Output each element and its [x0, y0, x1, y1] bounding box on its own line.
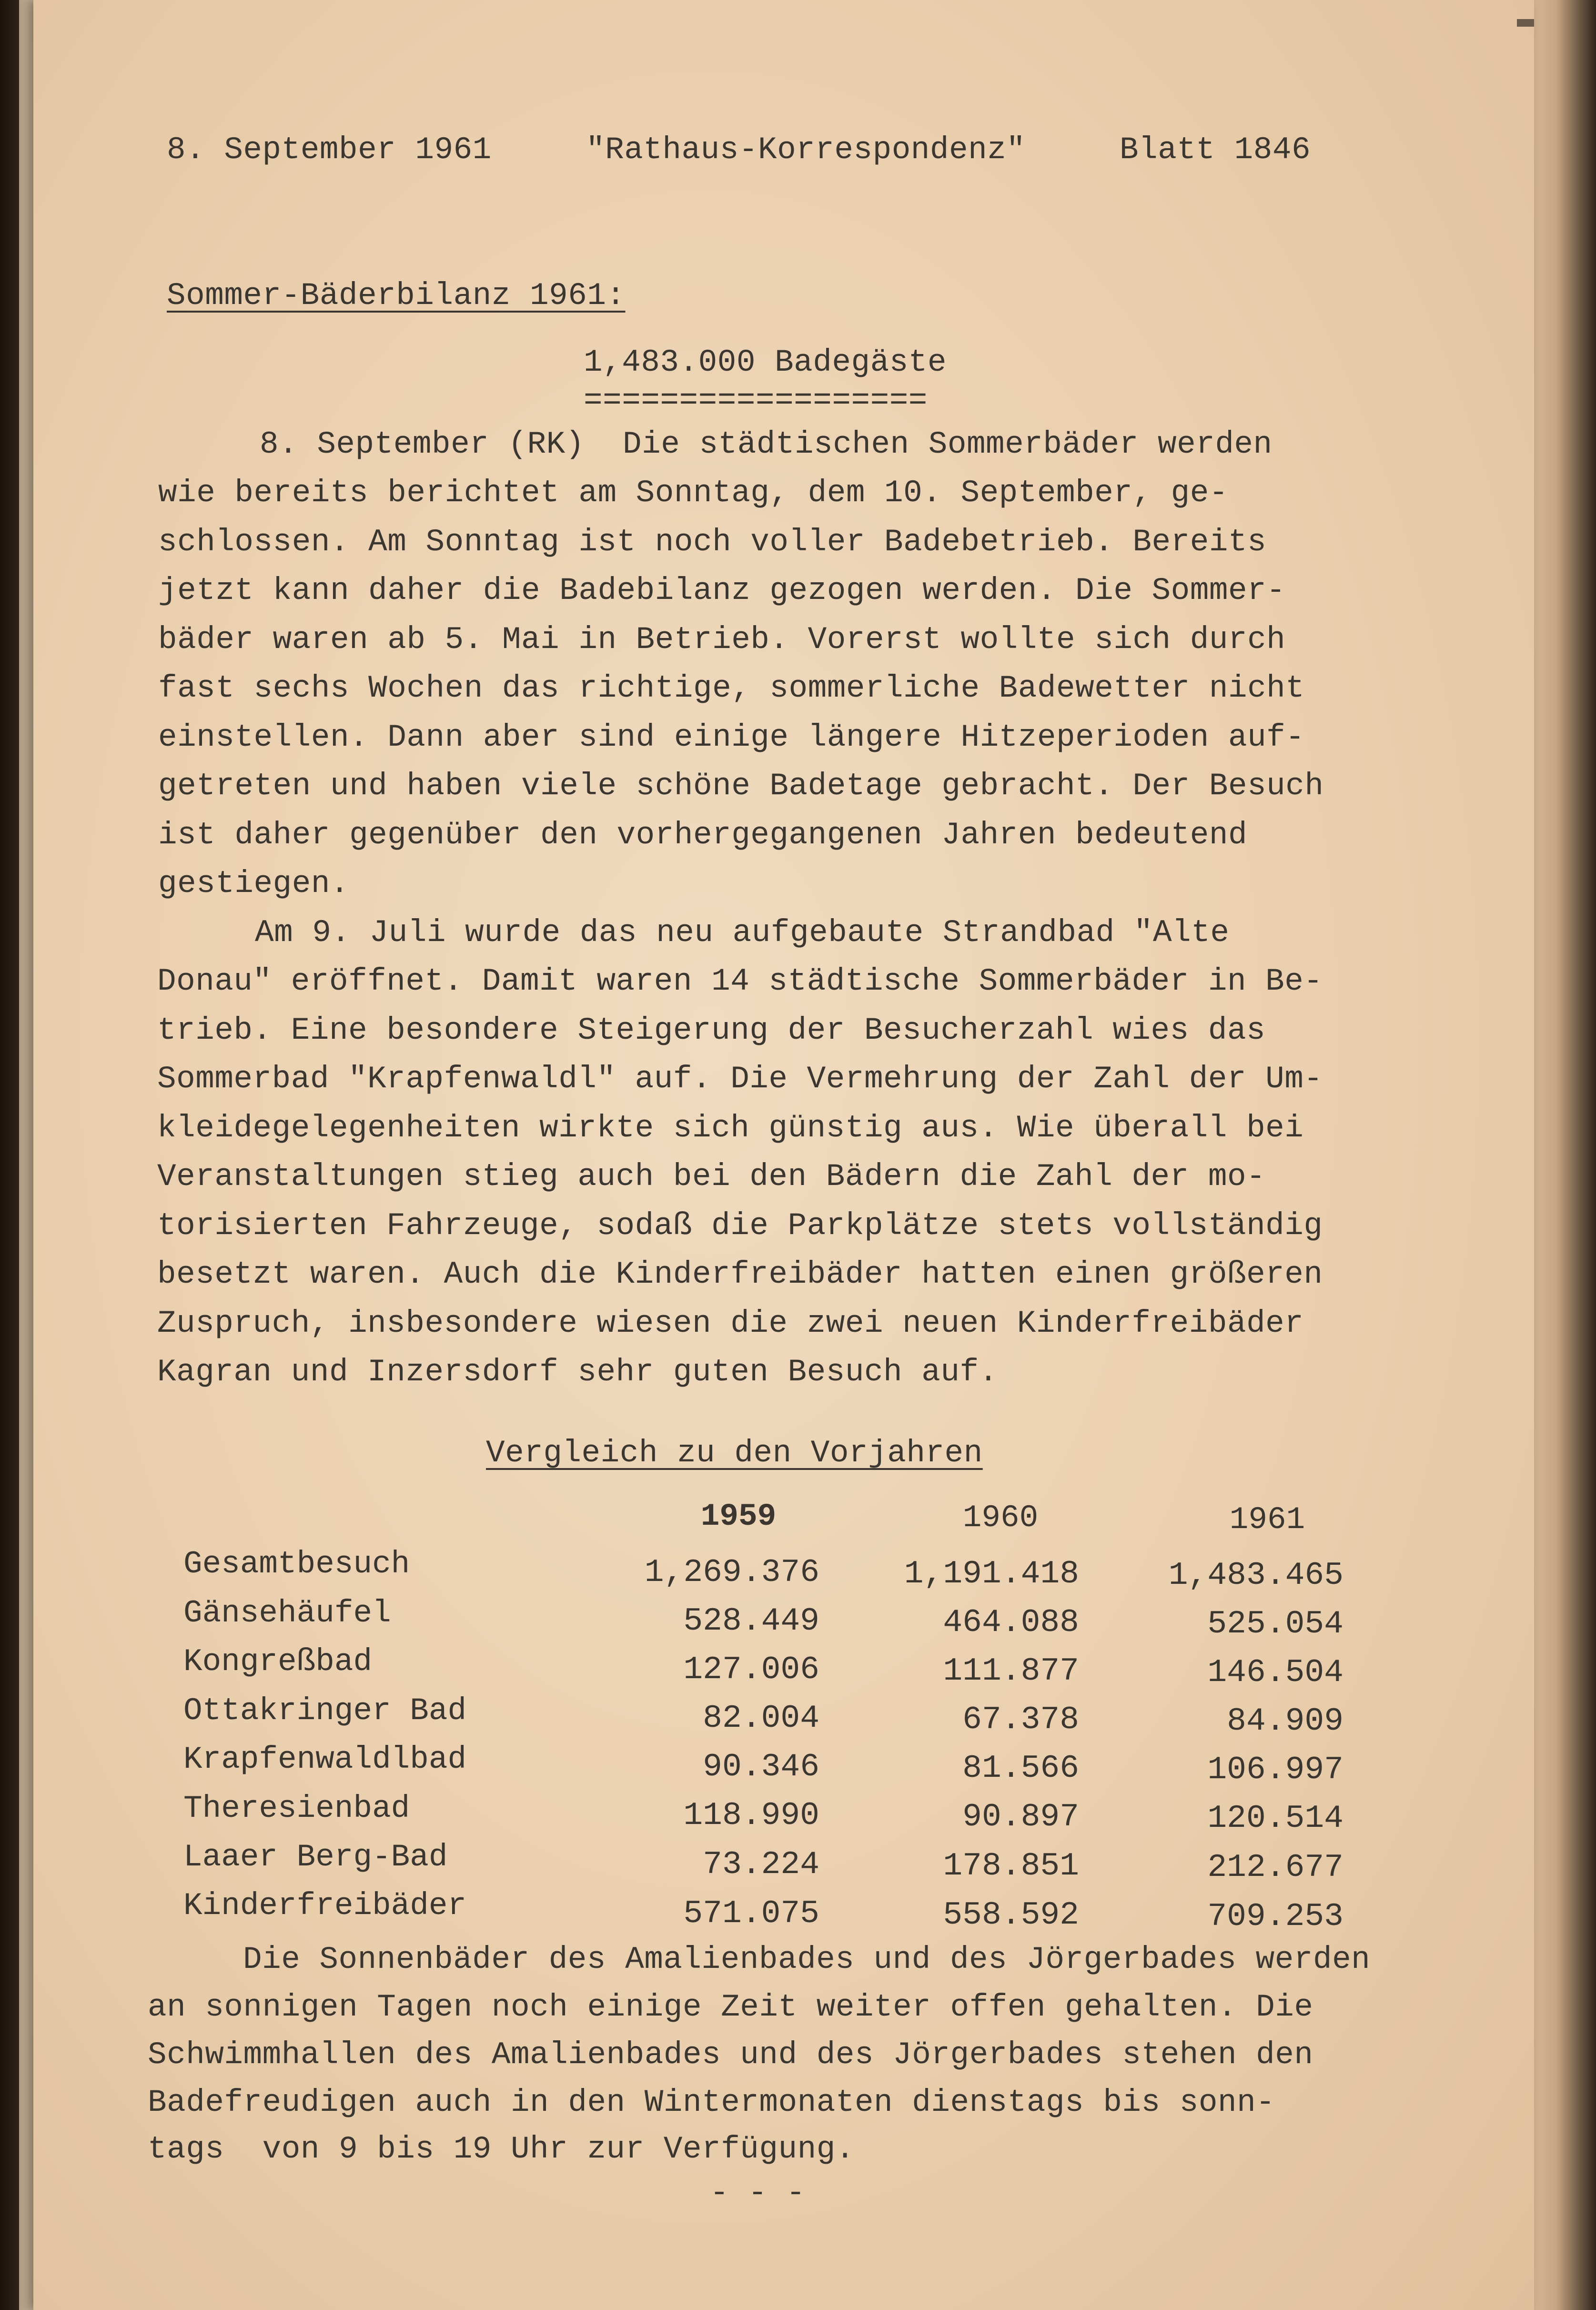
- paragraph-line: torisierten Fahrzeuge, sodaß die Parkplätze stets vollständig: [157, 1208, 1323, 1244]
- document-page: [33, 0, 1534, 2310]
- edge-marker: [1517, 19, 1534, 27]
- cell-1960: 464.088: [943, 1604, 1079, 1641]
- paragraph-line: getreten und haben viele schöne Badetage gebracht. Der Besuch: [158, 768, 1324, 804]
- cell-1959: 90.346: [703, 1749, 819, 1785]
- paragraph-line: Kagran und Inzersdorf sehr guten Besuch auf.: [157, 1354, 998, 1390]
- row-label: Kongreßbad: [183, 1644, 373, 1680]
- cell-1960: 67.378: [962, 1702, 1079, 1738]
- paragraph-line: Veranstaltungen stieg auch bei den Bädern die Zahl der mo-: [157, 1159, 1266, 1195]
- cell-1960: 558.592: [943, 1897, 1079, 1934]
- paragraph-line: ist daher gegenüber den vorhergegangenen Jahren bedeutend: [158, 817, 1248, 853]
- paragraph-line: wie bereits berichtet am Sonntag, dem 10. September, ge-: [158, 475, 1228, 511]
- cell-1961: 709.253: [1207, 1898, 1343, 1935]
- cell-1961: 525.054: [1207, 1606, 1343, 1642]
- header-date: 8. September 1961: [167, 132, 492, 168]
- cell-1959: 528.449: [683, 1603, 819, 1640]
- cell-1961: 84.909: [1227, 1703, 1343, 1740]
- paragraph-line: gestiegen.: [158, 866, 350, 902]
- cell-1959: 73.224: [703, 1846, 819, 1883]
- paragraph-line: kleidegelegenheiten wirkte sich günstig aus. Wie überall bei: [157, 1110, 1304, 1146]
- cell-1961: 106.997: [1207, 1752, 1343, 1788]
- cell-1960: 81.566: [962, 1750, 1079, 1787]
- year-header-1960: 1960: [962, 1500, 1039, 1536]
- row-label: Kinderfreibäder: [183, 1888, 467, 1924]
- article-title: Sommer-Bäderbilanz 1961:: [167, 278, 626, 314]
- cell-1960: 1,191.418: [904, 1556, 1079, 1592]
- header-publication: "Rathaus-Korrespondenz": [586, 132, 1026, 168]
- cell-1959: 82.004: [703, 1700, 819, 1737]
- paragraph-line: schlossen. Am Sonntag ist noch voller Badebetrieb. Bereits: [158, 524, 1267, 560]
- cell-1959: 1,269.376: [644, 1554, 819, 1591]
- paragraph-line: fast sechs Wochen das richtige, sommerliche Badewetter nicht: [158, 670, 1305, 706]
- paragraph-line: bäder waren ab 5. Mai in Betrieb. Vorerst wollte sich durch: [158, 622, 1286, 658]
- year-header-1961: 1961: [1229, 1502, 1305, 1538]
- page-stack-edge: [1529, 0, 1596, 2310]
- cell-1960: 178.851: [943, 1848, 1079, 1884]
- cell-1959: 118.990: [683, 1797, 819, 1834]
- paragraph-line: jetzt kann daher die Badebilanz gezogen werden. Die Sommer-: [158, 573, 1286, 608]
- cell-1959: 571.075: [683, 1895, 819, 1932]
- paragraph-line: Die Sonnenbäder des Amalienbades und des Jörgerbades werden: [243, 1942, 1371, 1977]
- paragraph-line: an sonnigen Tagen noch einige Zeit weiter offen gehalten. Die: [148, 1989, 1313, 2025]
- cell-1960: 90.897: [962, 1799, 1079, 1835]
- paragraph-line: 8. September (RK) Die städtischen Sommerbäder werden: [260, 426, 1273, 462]
- row-label: Theresienbad: [183, 1791, 410, 1826]
- row-label: Krapfenwaldlbad: [183, 1742, 467, 1777]
- row-label: Gänsehäufel: [183, 1595, 391, 1631]
- cell-1959: 127.006: [683, 1651, 819, 1688]
- paragraph-line: Zuspruch, insbesondere wiesen die zwei neuen Kinderfreibäder: [157, 1306, 1304, 1341]
- header-sheet: Blatt 1846: [1120, 132, 1311, 168]
- paragraph-line: besetzt waren. Auch die Kinderfreibäder hatten einen größeren: [157, 1256, 1323, 1292]
- paragraph-line: einstellen. Dann aber sind einige längere Hitzeperioden auf-: [158, 719, 1305, 755]
- paragraph-line: Donau" eröffnet. Damit waren 14 städtische Sommerbäder in Be-: [157, 963, 1323, 999]
- subtitle-rule: ==================: [584, 383, 928, 418]
- cell-1961: 212.677: [1207, 1849, 1343, 1886]
- paragraph-line: Schwimmhallen des Amalienbades und des Jörgerbades stehen den: [148, 2037, 1313, 2073]
- row-label: Gesamtbesuch: [183, 1546, 410, 1582]
- paragraph-line: trieb. Eine besondere Steigerung der Besucherzahl wies das: [157, 1013, 1266, 1048]
- article-subtitle: 1,483.000 Badegäste: [584, 344, 947, 380]
- row-label: Laaer Berg-Bad: [183, 1839, 448, 1875]
- cell-1961: 146.504: [1207, 1654, 1343, 1691]
- cell-1961: 1,483.465: [1168, 1557, 1343, 1594]
- end-mark: - - -: [710, 2175, 806, 2211]
- paragraph-line: Badefreudigen auch in den Wintermonaten dienstags bis sonn-: [148, 2085, 1275, 2120]
- cell-1961: 120.514: [1207, 1800, 1343, 1837]
- cell-1960: 111.877: [943, 1653, 1079, 1690]
- row-label: Ottakringer Bad: [183, 1693, 467, 1729]
- paragraph-line: Am 9. Juli wurde das neu aufgebaute Strandbad "Alte: [255, 915, 1230, 951]
- paragraph-line: tags von 9 bis 19 Uhr zur Verfügung.: [148, 2131, 855, 2167]
- year-header-1959: 1959: [700, 1499, 777, 1534]
- table-heading: Vergleich zu den Vorjahren: [486, 1435, 983, 1471]
- paragraph-line: Sommerbad "Krapfenwaldl" auf. Die Vermehrung der Zahl der Um-: [157, 1061, 1323, 1097]
